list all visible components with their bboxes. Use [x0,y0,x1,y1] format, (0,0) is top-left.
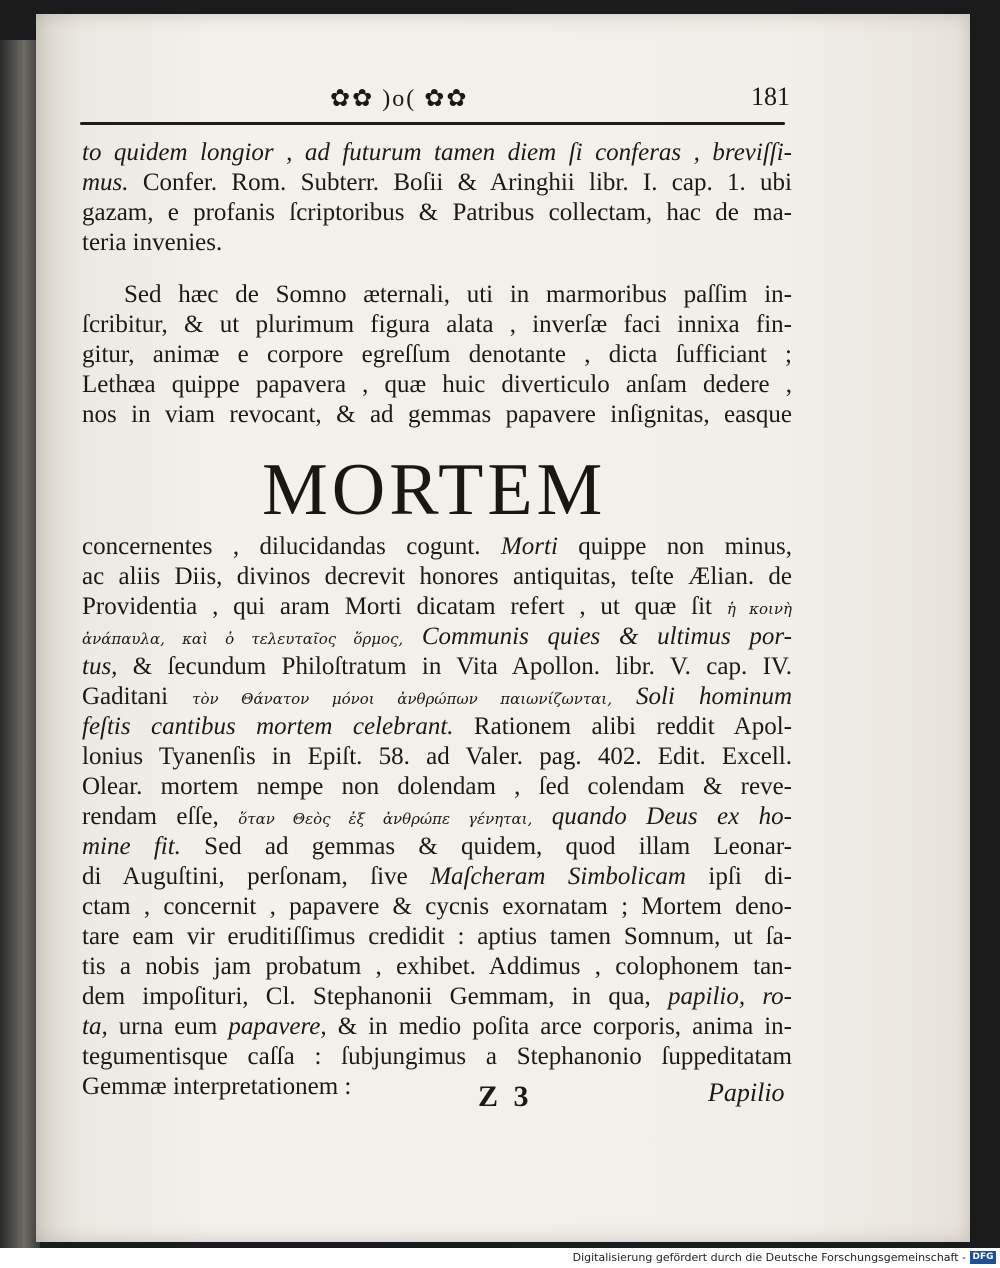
text-line [82,712,792,742]
text-line [82,532,792,562]
text-line [82,592,792,624]
roman-text: lonius Tyanenſis in Epiſt. 58. ad Valer. pag. 402. Edit. Excell. [82,743,792,770]
roman-text: ſcribitur, & ut plurimum figura alata , inverſæ faci innixa fin- [82,311,792,338]
roman-text: dem impoſituri, Cl. Stephanonii Gemmam, in qua, [82,983,669,1010]
roman-text: tis a nobis jam probatum , exhibet. Addimus , colophonem tan- [82,953,792,980]
text-line [82,952,792,982]
roman-text: Olear. mortem nempe non dolendam , ſed colendam & reve- [82,773,792,800]
dfg-logo: DFG [970,1251,996,1264]
text-line [82,370,792,400]
italic-text: Soli hominum [611,683,792,710]
italic-text: mine fit. [82,833,181,860]
footer-bar [0,1248,1000,1268]
roman-text: tegumentisque caſſa : ſubjungimus a Stephanonio ſuppeditatam [82,1043,792,1070]
roman-text: rendam eſſe, [82,803,239,830]
text-line [82,742,792,772]
catchword: Papilio [708,1078,785,1107]
text-line [82,310,792,340]
text-line [82,832,792,862]
text-line [82,138,792,168]
roman-text: Providentia , qui aram Morti dicatam refert , ut quæ ſit [82,593,727,620]
italic-text: feſtis cantibus mortem celebrant. [82,713,454,740]
roman-text: Lethæa quippe papavera , quæ huic diverticulo anſam dedere , [82,371,792,398]
running-header [90,78,790,122]
italic-text: Morti [480,533,558,560]
roman-text: ac aliis Diis, divinos decrevit honores antiquitas, teſte Ælian. de [82,563,792,590]
text-line [82,682,792,714]
text-line [82,772,792,802]
italic-text: mus. [82,169,129,196]
text-line [82,198,792,228]
text-line [82,892,792,922]
header-ornament: ✿✿ )o( ✿✿ [330,86,469,112]
greek-text: ἀνάπαυλα, καὶ ὁ τελευταῖος ὅρμος, [82,630,404,648]
text-line [82,1012,792,1042]
italic-text: Communis quies & ultimus por- [403,623,792,650]
text-line [82,562,792,592]
greek-text: ἡ κοινὴ [726,600,793,618]
text-line [82,622,792,654]
signature-mark: Z 3 [478,1080,533,1113]
roman-text: Sed hæc de Somno æternali, uti in marmoribus paſſim in- [124,281,792,308]
roman-text: urna eum [107,1013,229,1040]
roman-text: gazam, e profanis ſcriptoribus & Patribus collectam, hac de ma- [82,199,792,226]
text-line [82,862,792,892]
roman-text: gitur, animæ e corpore egreſſum denotante , dicta ſufficiant ; [82,341,792,368]
italic-text: papilio, ro- [668,983,792,1010]
roman-text: teria invenies. [82,229,223,256]
header-rule [80,122,785,125]
book-spine-edge [0,40,40,1248]
text-line [82,280,792,310]
text-line [82,228,792,258]
text-line [82,982,792,1012]
italic-text: to quidem longior , ad futurum tamen diem ſi conferas , breviſſi- [82,139,792,166]
text-line [82,922,792,952]
roman-text: tare eam vir eruditiſſimus credidit : aptius tamen Somnum, ut ſa- [82,923,792,950]
greek-text: τὸν Θάνατον μόνοι ἀνθρώπων παιωνίζωνται, [192,690,612,708]
roman-text: concernentes , dilucidandas cogunt. [82,533,481,560]
italic-text: ta, [82,1013,108,1040]
greek-text: ὅταν Θεὸς ἐξ ἀνθρώπε γένηται, [238,810,533,828]
text-line [82,802,792,834]
roman-text: & ſecundum Philoſtratum in Vita Apollon. libr. V. cap. IV. [117,653,792,680]
section-heading: MORTEM [262,449,607,531]
roman-text: Gemmæ interpretationem : [82,1073,352,1100]
roman-text: di Auguſtini, perſonam, ſive [82,863,431,890]
text-line [82,400,792,430]
page-number: 181 [751,82,790,111]
italic-text: Maſcheram Simbolicam [430,863,686,890]
funding-note: Digitalisierung gefördert durch die Deutsche Forschungsgemeinschaft - [572,1251,966,1264]
roman-text: ipſi di- [685,863,792,890]
roman-text: Gaditani [82,683,193,710]
text-line [82,168,792,198]
text-line [82,652,792,682]
text-line [82,1042,792,1072]
roman-text: nos in viam revocant, & ad gemmas papavere inſignitas, easque [82,401,792,428]
text-line [82,1072,792,1102]
roman-text: Rationem alibi reddit Apol- [453,713,792,740]
roman-text: ctam , concernit , papavere & cycnis exornatam ; Mortem deno- [82,893,792,920]
roman-text: quippe non minus, [557,533,792,560]
roman-text: Confer. Rom. Subterr. Boſii & Aringhii libr. I. cap. 1. ubi [128,169,792,196]
italic-text: papavere, [228,1013,327,1040]
italic-text: tus, [82,653,118,680]
italic-text: quando Deus ex ho- [532,803,792,830]
roman-text: & in medio poſita arce corporis, anima in- [326,1013,792,1040]
roman-text: Sed ad gemmas & quidem, quod illam Leonar- [180,833,792,860]
text-line [82,340,792,370]
